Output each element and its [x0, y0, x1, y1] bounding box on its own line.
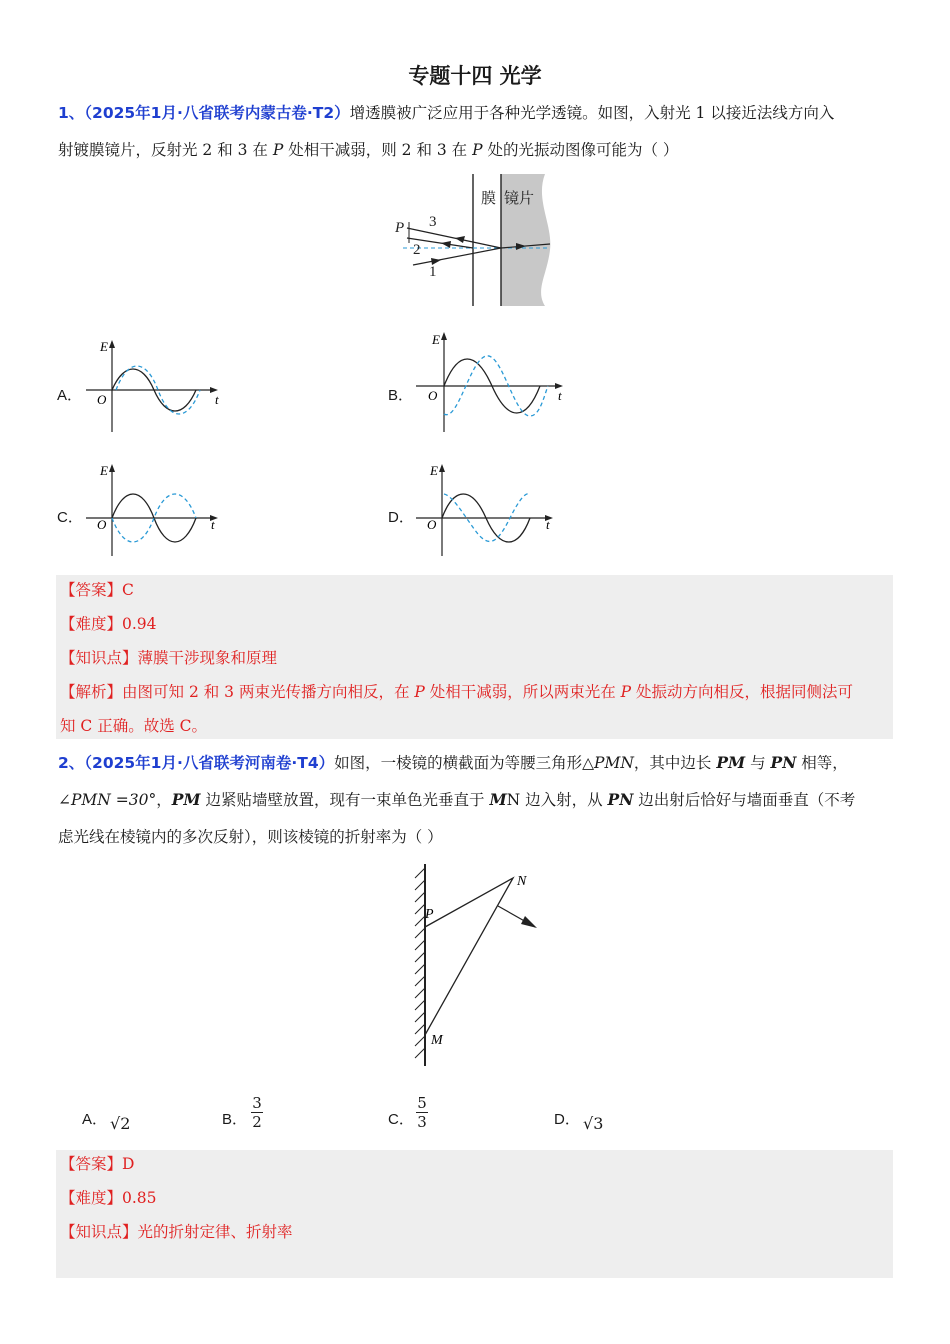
q2-triangle-symbol: △PMN [582, 754, 634, 772]
incident-ray-arrow [521, 916, 537, 928]
analysis-text: 处振动方向相反，根据同侧法可 [631, 683, 854, 701]
t-label: t [546, 517, 550, 532]
q2-text: 边入射，从 [520, 791, 608, 809]
origin-label: O [427, 517, 437, 532]
ray-3-label: 3 [429, 214, 437, 230]
q2-option-d-label[interactable]: D． [554, 1111, 580, 1128]
vertex-p: P [425, 907, 434, 922]
q2-text: 边紧贴墙壁放置，现有一束单色光垂直于 [200, 791, 490, 809]
q2-angle-symbol: ∠PMN =30° [58, 791, 157, 809]
q2-text: ， [156, 791, 172, 809]
q2-answer [60, 1154, 134, 1174]
analysis-tag: 【解析】 [60, 683, 123, 701]
q2-option-a-value[interactable]: √2 [110, 1114, 131, 1133]
t-label: t [558, 388, 562, 403]
q2-pn-symbol: PN [607, 790, 634, 809]
analysis-p-symbol: P [414, 683, 425, 701]
ray-2-label: 2 [413, 242, 421, 258]
prism-triangle [425, 878, 513, 1035]
e-label: E [100, 339, 108, 354]
ray-2-arrow [441, 241, 451, 248]
knowledge-value: 薄膜干涉现象和原理 [137, 649, 278, 667]
q1-text-2c: 处的光振动图像可能为（ ） [482, 141, 679, 159]
wall-hatching [415, 868, 425, 1058]
fraction-denominator: 3 [417, 1113, 427, 1131]
e-axis-arrow [109, 340, 115, 348]
q1-option-a-graph[interactable] [84, 338, 229, 434]
q1-option-c-label[interactable]: C． [57, 509, 83, 526]
q2-option-a-label[interactable]: A． [82, 1111, 108, 1128]
fraction-denominator: 2 [252, 1113, 262, 1131]
q1-line1 [58, 103, 834, 123]
ray-1 [413, 248, 501, 265]
q2-n-symbol: N [506, 791, 521, 809]
q1-line2 [58, 140, 678, 160]
q2-line3: 虑光线在棱镜内的多次反射），则该棱镜的折射率为（ ） [58, 828, 443, 846]
q1-answer [60, 580, 134, 600]
analysis-p-symbol: P [620, 683, 632, 701]
q1-option-b-graph[interactable] [414, 330, 574, 434]
q1-source: （2025年1月·八省联考内蒙古卷·T2） [84, 104, 350, 122]
difficulty-tag: 【难度】 [60, 615, 123, 633]
film-label: 膜 [481, 191, 497, 207]
q2-line1 [58, 753, 848, 773]
q1-film-figure [385, 170, 565, 310]
difficulty-value: 0.85 [122, 1189, 157, 1207]
p-label: P [395, 220, 405, 236]
origin-label: O [97, 392, 107, 407]
lens-label: 镜片 [504, 191, 535, 207]
e-axis-arrow [439, 464, 445, 472]
vertex-m: M [431, 1033, 443, 1048]
q2-text: 如图，一棱镜的横截面为等腰三角形 [334, 754, 583, 772]
analysis-text: 处相干减弱，所以两束光在 [424, 683, 621, 701]
q2-option-b-label[interactable]: B． [222, 1111, 248, 1128]
q2-text: 与 [745, 754, 771, 772]
answer-tag: 【答案】 [60, 581, 123, 599]
difficulty-tag: 【难度】 [60, 1189, 123, 1207]
q1-analysis-line1 [60, 682, 853, 702]
q1-option-c-graph[interactable] [84, 462, 229, 558]
origin-label: O [97, 517, 107, 532]
q1-difficulty [60, 614, 157, 634]
q1-text-1: 增透膜被广泛应用于各种光学透镜。如图，入射光 1 以接近法线方向入 [349, 104, 835, 122]
t-label: t [211, 517, 215, 532]
q2-option-c-fraction[interactable] [416, 1094, 428, 1131]
difficulty-value: 0.94 [122, 615, 157, 633]
knowledge-tag: 【知识点】 [60, 1223, 138, 1241]
answer-value: D [122, 1155, 135, 1173]
e-axis-arrow [441, 332, 447, 340]
q2-pm-symbol: PM [171, 790, 201, 809]
knowledge-value: 光的折射定律、折射率 [137, 1223, 293, 1241]
q1-option-d-graph[interactable] [414, 462, 559, 558]
q2-difficulty [60, 1188, 157, 1208]
q1-p-symbol: P [472, 141, 483, 159]
q1-analysis-line2: 知 C 正确。故选 C。 [60, 717, 208, 735]
t-label: t [215, 392, 219, 407]
knowledge-tag: 【知识点】 [60, 649, 138, 667]
q2-number: 2、 [58, 754, 85, 772]
vertex-n: N [517, 874, 527, 889]
q2-text: ，其中边长 [633, 754, 717, 772]
q2-text: 边出射后恰好与墙面垂直（不考 [633, 791, 856, 809]
analysis-text: 由图可知 2 和 3 两束光传播方向相反，在 [122, 683, 415, 701]
e-label: E [432, 332, 440, 347]
q1-text-2a: 射镀膜镜片，反射光 2 和 3 在 [58, 141, 273, 159]
q2-option-d-value[interactable]: √3 [583, 1114, 604, 1133]
q1-p-symbol: P [272, 141, 284, 159]
q2-pn-symbol: PN [770, 753, 797, 772]
ray-1-label: 1 [429, 264, 437, 280]
q1-number: 1、 [58, 104, 85, 122]
q2-option-b-fraction[interactable] [251, 1094, 263, 1131]
q2-m-symbol: M [489, 790, 507, 809]
q1-knowledge [60, 648, 277, 668]
q2-source: （2025年1月·八省联考河南卷·T4） [84, 754, 335, 772]
q2-pm-symbol: PM [716, 753, 746, 772]
origin-label: O [428, 388, 438, 403]
fraction-numerator: 5 [417, 1094, 427, 1112]
q1-option-a-label[interactable]: A． [57, 387, 83, 404]
page-title: 专题十四 光学 [408, 64, 542, 88]
fraction-numerator: 3 [252, 1094, 262, 1112]
q1-text-2b: 处相干减弱，则 2 和 3 在 [283, 141, 473, 159]
e-label: E [100, 463, 108, 478]
q2-line2 [58, 790, 855, 810]
answer-value: C [122, 581, 134, 599]
e-label: E [430, 463, 438, 478]
q2-text: 相等， [796, 754, 848, 772]
ray-3-arrow [455, 236, 465, 243]
q2-knowledge [60, 1222, 293, 1242]
q2-option-c-label[interactable]: C． [388, 1111, 414, 1128]
q1-option-b-label[interactable]: B． [388, 387, 414, 404]
q2-answer-box [56, 1150, 893, 1278]
q1-option-d-label[interactable]: D． [388, 509, 414, 526]
answer-tag: 【答案】 [60, 1155, 123, 1173]
q2-prism-figure [405, 860, 555, 1070]
e-axis-arrow [109, 464, 115, 472]
